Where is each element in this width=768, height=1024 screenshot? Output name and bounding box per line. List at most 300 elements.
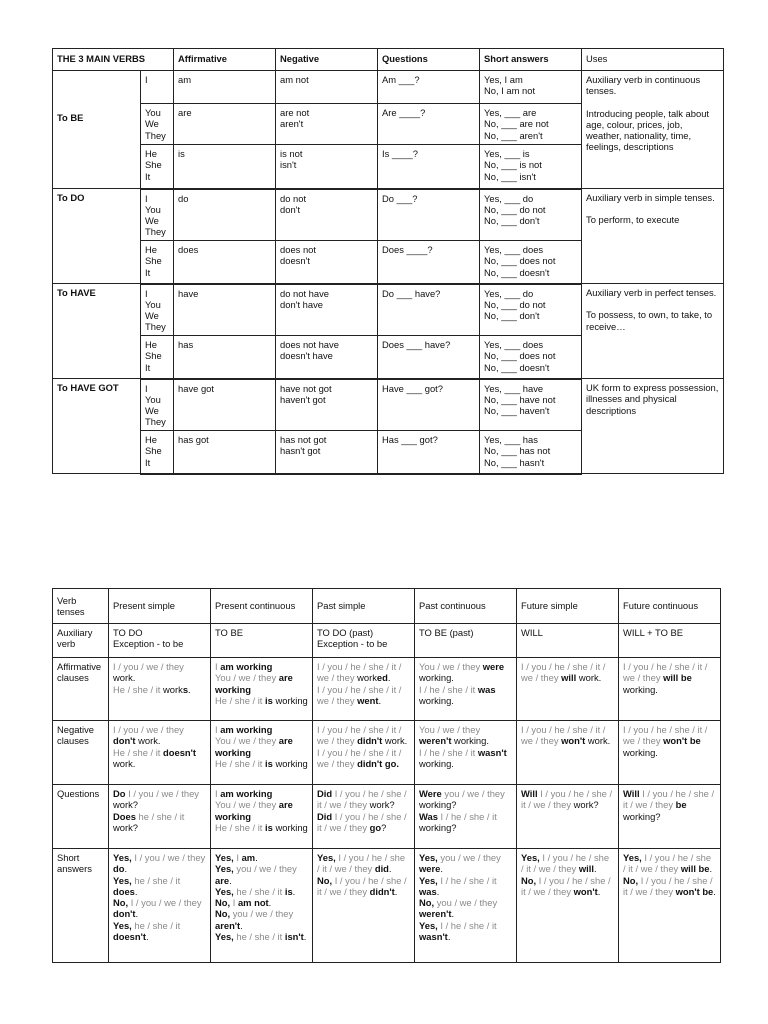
tense-cell [517, 658, 619, 721]
uses-paragraph: Auxiliary verb in perfect tenses. [586, 287, 717, 298]
key-text: did [374, 863, 389, 875]
uses-paragraph: Auxiliary verb in continuous tenses. [586, 74, 701, 97]
text: work. [113, 672, 136, 684]
cell-line [113, 897, 206, 920]
key-text: Yes, [215, 885, 237, 897]
key-text: will be [663, 672, 692, 684]
header-past-continuous: Past continuous [415, 589, 517, 624]
subject-text: I / he / she / it [440, 919, 497, 931]
subject-pronouns: He She It [141, 431, 174, 474]
text: . [229, 874, 232, 886]
verb-tenses-table [52, 588, 721, 963]
verb-name: To BE [53, 71, 141, 189]
tense-cell [313, 658, 415, 721]
subject-pronouns: You We They [141, 104, 174, 145]
text: work. [585, 735, 611, 747]
cell-line [623, 724, 716, 758]
cell-negative: do not have don't have [276, 284, 378, 336]
key-text: Yes, [113, 874, 135, 886]
tense-cell [211, 849, 313, 963]
key-text: Yes, [419, 874, 441, 886]
tense-cell [415, 658, 517, 721]
cell-line [113, 684, 206, 695]
subject-text: you / we / they [236, 863, 297, 875]
key-text: was [477, 683, 496, 695]
text: . [388, 863, 392, 875]
cell-line [419, 724, 512, 747]
main-verb-row [53, 284, 724, 336]
key-text: do [113, 863, 125, 875]
key-text: Yes, [215, 863, 237, 875]
text: working [272, 757, 308, 769]
tense-cell [517, 721, 619, 785]
subject-text: I / you / we / they [128, 788, 199, 799]
cell-line [317, 811, 410, 834]
key-text: were [482, 661, 505, 672]
text: . [378, 694, 382, 706]
cell-line [113, 852, 206, 875]
text: . [255, 852, 258, 863]
cell-affirmative: has got [174, 431, 276, 474]
cell-line [113, 747, 206, 770]
text: working? [419, 799, 457, 811]
subject-text: I / he / she / it [419, 746, 478, 758]
subject-text: he / she / it [134, 874, 181, 886]
cell-short: Yes, ___ is No, ___ is not No, ___ isn't [480, 145, 582, 189]
cell-line [113, 875, 206, 898]
text: working. [623, 746, 658, 758]
cell-negative: am not [276, 71, 378, 104]
cell-short: Yes, I am No, I am not [480, 71, 582, 104]
cell-negative: do not don't [276, 189, 378, 241]
auxiliary-cell: TO BE [211, 624, 313, 658]
key-text: Yes, [623, 852, 645, 863]
cell-line [113, 724, 206, 747]
header-questions: Questions [378, 49, 480, 71]
main-verb-row [53, 379, 724, 431]
text: . [387, 672, 391, 684]
text: work. [382, 735, 408, 747]
subject-pronouns: He She It [141, 145, 174, 189]
cell-line [215, 724, 308, 735]
cell-line [215, 886, 308, 897]
cell-line [521, 661, 614, 684]
subject-pronouns: I You We They [141, 284, 174, 336]
subject-text: he / she / it [236, 885, 285, 897]
subject-text: I / he / she / it [440, 810, 497, 822]
auxiliary-cell: TO DO (past) Exception - to be [313, 624, 415, 658]
text: . [436, 885, 440, 897]
text: . [292, 885, 296, 897]
uses-cell [582, 71, 724, 189]
key-text: isn't [284, 931, 304, 943]
key-text: wasn't [419, 931, 448, 943]
cell-line [317, 684, 410, 707]
cell-line [521, 788, 614, 811]
cell-questions: Do ___? [378, 189, 480, 241]
text: . [268, 897, 272, 909]
text: . [451, 908, 455, 920]
cell-line [419, 747, 512, 770]
key-text: was [419, 885, 437, 897]
key-text: No, [419, 897, 437, 909]
cell-line [215, 799, 308, 822]
row-label: Affirmative clauses [53, 658, 109, 721]
tense-cell [415, 721, 517, 785]
verb-name: To HAVE GOT [53, 379, 141, 474]
cell-line [521, 852, 614, 875]
key-text: Does [113, 810, 139, 822]
main-verbs-title: THE 3 MAIN VERBS [53, 49, 174, 71]
tense-cell [313, 849, 415, 963]
key-text: Yes, [215, 852, 237, 863]
key-text: doesn't [163, 746, 196, 758]
cell-questions: Is ____? [378, 145, 480, 189]
subject-text: you / we / they [440, 852, 501, 863]
key-text: is [265, 757, 273, 769]
cell-line [419, 684, 512, 707]
subject-text: I / you / he / she / it / we / they [521, 724, 606, 747]
key-text: Yes, [317, 852, 339, 863]
uses-paragraph: Introducing people, talk about age, colour, prices, job, weather, nationality, time, feelings, descriptions [586, 107, 710, 153]
auxiliary-cell: WILL [517, 624, 619, 658]
subject-text: I / you / he / she / it / we / they [317, 788, 407, 811]
subject-text: I / you / we / they [134, 852, 206, 863]
auxiliary-cell: WILL + TO BE [619, 624, 721, 658]
cell-negative: does not doesn't [276, 241, 378, 284]
subject-text: You / we / they [215, 672, 279, 684]
subject-text: I / you / he / she / it / we / they [623, 724, 708, 747]
tense-row [53, 658, 721, 721]
key-text: No, [521, 874, 539, 886]
text: . [597, 885, 601, 897]
subject-text: He / she / it [215, 757, 266, 769]
key-text: am working [220, 661, 273, 672]
header-uses: Uses [582, 49, 724, 71]
subject-text: I / you / we / they [130, 897, 202, 909]
key-text: No, [215, 897, 233, 909]
text: . [593, 863, 597, 875]
key-text: No, [317, 874, 335, 886]
subject-text: You / we / they [215, 735, 279, 747]
key-text: didn't [369, 885, 395, 897]
key-text: is [265, 694, 273, 706]
header-future-continuous: Future continuous [619, 589, 721, 624]
cell-negative: have not got haven't got [276, 379, 378, 431]
tense-cell [109, 721, 211, 785]
cell-line [113, 811, 206, 834]
text: . [440, 863, 443, 875]
cell-line [521, 724, 614, 747]
key-text: is [265, 821, 273, 833]
text: working [272, 821, 308, 833]
cell-line [215, 908, 308, 931]
tense-cell [109, 785, 211, 849]
tense-cell [211, 658, 313, 721]
subject-text: I / you / he / she / it / we / they [317, 746, 402, 769]
tense-cell [517, 849, 619, 963]
key-text: Did [317, 788, 335, 799]
key-text: Yes, [521, 852, 543, 863]
cell-short: Yes, ___ does No, ___ does not No, ___ doesn't [480, 241, 582, 284]
subject-text: I / you / he / she / it / we / they [317, 852, 406, 875]
key-text: didn't [357, 735, 383, 747]
cell-line [215, 822, 308, 833]
subject-text: I / you / he / she / it / we / they [623, 852, 712, 875]
key-text: doesn't [113, 931, 146, 943]
cell-line [419, 920, 512, 943]
tense-cell [109, 849, 211, 963]
key-text: weren't [419, 735, 452, 747]
cell-line [215, 897, 308, 908]
key-text: be [675, 799, 687, 811]
cell-line [113, 788, 206, 811]
subject-pronouns: I You We They [141, 189, 174, 241]
tense-cell [211, 785, 313, 849]
subject-text: He / she / it [215, 694, 266, 706]
tense-row [53, 785, 721, 849]
tense-row [53, 849, 721, 963]
key-text: Did [317, 810, 335, 822]
text: . [303, 931, 307, 943]
subject-text: I / you / he / she / it / we / they [521, 661, 606, 684]
key-text: are working [215, 672, 293, 695]
subject-text: I / you / he / she / it / we / they [623, 874, 713, 897]
cell-line [215, 758, 308, 769]
key-text: will [578, 863, 594, 875]
text: work [357, 672, 377, 684]
cell-negative: has not got hasn't got [276, 431, 378, 474]
subject-text: you / we / they [436, 897, 498, 909]
subject-text: I / you / we / they [113, 724, 184, 735]
key-text: Were [419, 788, 445, 799]
cell-line [215, 788, 308, 799]
key-text: aren't [215, 919, 241, 931]
key-text: am [241, 852, 256, 863]
cell-line [215, 661, 308, 672]
subject-text: I / you / he / she / it / we / they [317, 810, 407, 833]
key-text: Do [113, 788, 129, 799]
cell-line [215, 695, 308, 706]
cell-affirmative: has [174, 336, 276, 379]
key-text: didn't go. [357, 757, 399, 769]
cell-affirmative: have got [174, 379, 276, 431]
tense-cell [619, 658, 721, 721]
key-text: will [561, 672, 577, 684]
cell-short: Yes, ___ are No, ___ are not No, ___ aren't [480, 104, 582, 145]
cell-line [419, 852, 512, 875]
key-text: does [113, 885, 135, 897]
text: working. [623, 683, 658, 695]
cell-line [623, 661, 716, 695]
text: ? [381, 821, 387, 833]
subject-text: I / you / he / she / it / we / they [521, 874, 611, 897]
cell-questions: Do ___ have? [378, 284, 480, 336]
key-text: Yes, [113, 852, 135, 863]
main-verb-row [53, 189, 724, 241]
subject-text: I / you / he / she / it / we / they [317, 724, 402, 747]
subject-text: you / we / they [444, 788, 505, 799]
cell-line [317, 852, 410, 875]
text: work. [576, 672, 602, 684]
header-past-simple: Past simple [313, 589, 415, 624]
key-text: No, [623, 874, 641, 886]
text: work? [369, 799, 395, 811]
text: . [188, 683, 191, 695]
text: . [135, 908, 139, 920]
cell-line [113, 661, 206, 684]
cell-questions: Have ___ got? [378, 379, 480, 431]
key-text: go [369, 821, 382, 833]
key-text: went [357, 694, 379, 706]
text: work. [135, 735, 161, 747]
header-negative: Negative [276, 49, 378, 71]
tense-cell [619, 849, 721, 963]
subject-text: I / you / he / she / it / we / they [521, 852, 610, 875]
key-text: Will [521, 788, 541, 799]
tense-cell [619, 721, 721, 785]
auxiliary-verb-row [53, 624, 721, 658]
uses-cell [582, 379, 724, 474]
cell-line [215, 672, 308, 695]
cell-line [215, 852, 308, 863]
text: working? [623, 810, 661, 822]
verb-tenses-header-row [53, 589, 721, 624]
text: . [124, 863, 128, 875]
tense-cell [415, 785, 517, 849]
cell-questions: Does ___ have? [378, 336, 480, 379]
subject-text: I / you / he / she / it / we / they [623, 661, 708, 684]
main-verbs-table [52, 48, 724, 475]
key-text: am working [220, 788, 273, 799]
cell-negative: are not aren't [276, 104, 378, 145]
cell-short: Yes, ___ have No, ___ have not No, ___ haven't [480, 379, 582, 431]
subject-text: I / you / he / she / it / we / they [317, 683, 402, 706]
subject-text: I [215, 661, 221, 672]
tense-cell [313, 785, 415, 849]
text: working. [419, 757, 454, 769]
cell-line [317, 875, 410, 898]
auxiliary-cell: TO DO Exception - to be [109, 624, 211, 658]
cell-short: Yes, ___ has No, ___ has not No, ___ hasn't [480, 431, 582, 474]
key-text: s [182, 683, 189, 695]
cell-short: Yes, ___ do No, ___ do not No, ___ don't [480, 284, 582, 336]
key-text: Yes, [419, 919, 441, 931]
text: . [709, 863, 713, 875]
text: . [447, 931, 451, 943]
subject-pronouns: He She It [141, 336, 174, 379]
cell-line [317, 788, 410, 811]
uses-cell [582, 189, 724, 284]
main-verb-row [53, 71, 724, 104]
text: working. [419, 672, 454, 684]
cell-line [419, 811, 512, 834]
key-text: are working [215, 799, 293, 822]
subject-text: He / she / it [113, 746, 164, 758]
key-text: is [284, 885, 293, 897]
cell-line [419, 661, 512, 684]
subject-text: I / you / he / she / it / we / they [317, 874, 407, 897]
text: working. [419, 694, 454, 706]
subject-text: I [232, 897, 238, 909]
key-text: will be [680, 863, 710, 875]
text: working. [451, 735, 489, 747]
cell-questions: Does ____? [378, 241, 480, 284]
key-text: No, [113, 897, 131, 909]
cell-questions: Am ___? [378, 71, 480, 104]
subject-text: You / we / they [215, 799, 279, 811]
tense-cell [415, 849, 517, 963]
cell-line [215, 931, 308, 942]
text: work. [113, 757, 136, 769]
tense-cell [211, 721, 313, 785]
cell-line [623, 788, 716, 822]
subject-text: I / you / he / she / it / we / they [623, 788, 715, 811]
key-text: won't be [663, 735, 701, 747]
cell-line [317, 747, 410, 770]
cell-negative: does not have doesn't have [276, 336, 378, 379]
row-label: Negative clauses [53, 721, 109, 785]
cell-affirmative: do [174, 189, 276, 241]
subject-text: you / we / they [232, 908, 294, 920]
verb-name: To DO [53, 189, 141, 284]
subject-text: He / she / it [215, 821, 266, 833]
uses-cell [582, 284, 724, 379]
key-text: am working [220, 724, 273, 735]
tense-cell [517, 785, 619, 849]
header-verb-tenses: Verb tenses [53, 589, 109, 624]
cell-line [419, 897, 512, 920]
cell-line [521, 875, 614, 898]
subject-text: You / we / they [419, 661, 483, 672]
key-text: won't [573, 885, 598, 897]
header-present-simple: Present simple [109, 589, 211, 624]
uses-paragraph: To possess, to own, to take, to receive… [586, 309, 713, 332]
subject-text: I [215, 788, 221, 799]
subject-pronouns: I You We They [141, 379, 174, 431]
cell-affirmative: does [174, 241, 276, 284]
key-text: are [215, 874, 230, 886]
text: . [713, 885, 716, 897]
row-label: Questions [53, 785, 109, 849]
cell-line [113, 920, 206, 943]
row-label: Short answers [53, 849, 109, 963]
key-text: No, [215, 908, 233, 920]
key-text: are working [215, 735, 293, 758]
cell-questions: Has ___ got? [378, 431, 480, 474]
header-present-continuous: Present continuous [211, 589, 313, 624]
tense-cell [619, 785, 721, 849]
cell-line [623, 875, 716, 898]
key-text: ed [376, 672, 388, 684]
text: . [240, 919, 243, 931]
key-text: won't be [675, 885, 714, 897]
subject-pronouns: He She It [141, 241, 174, 284]
cell-short: Yes, ___ does No, ___ does not No, ___ doesn't [480, 336, 582, 379]
key-text: Will [623, 788, 643, 799]
key-text: Yes, [419, 852, 441, 863]
subject-text: I / he / she / it [419, 683, 478, 695]
cell-affirmative: am [174, 71, 276, 104]
cell-line [215, 735, 308, 758]
subject-text: I / he / she / it [440, 874, 497, 886]
subject-text: he / she / it [134, 919, 181, 931]
subject-text: I [236, 852, 242, 863]
text: work? [113, 799, 139, 811]
cell-questions: Are ____? [378, 104, 480, 145]
header-short-answers: Short answers [480, 49, 582, 71]
auxiliary-cell: TO BE (past) [415, 624, 517, 658]
